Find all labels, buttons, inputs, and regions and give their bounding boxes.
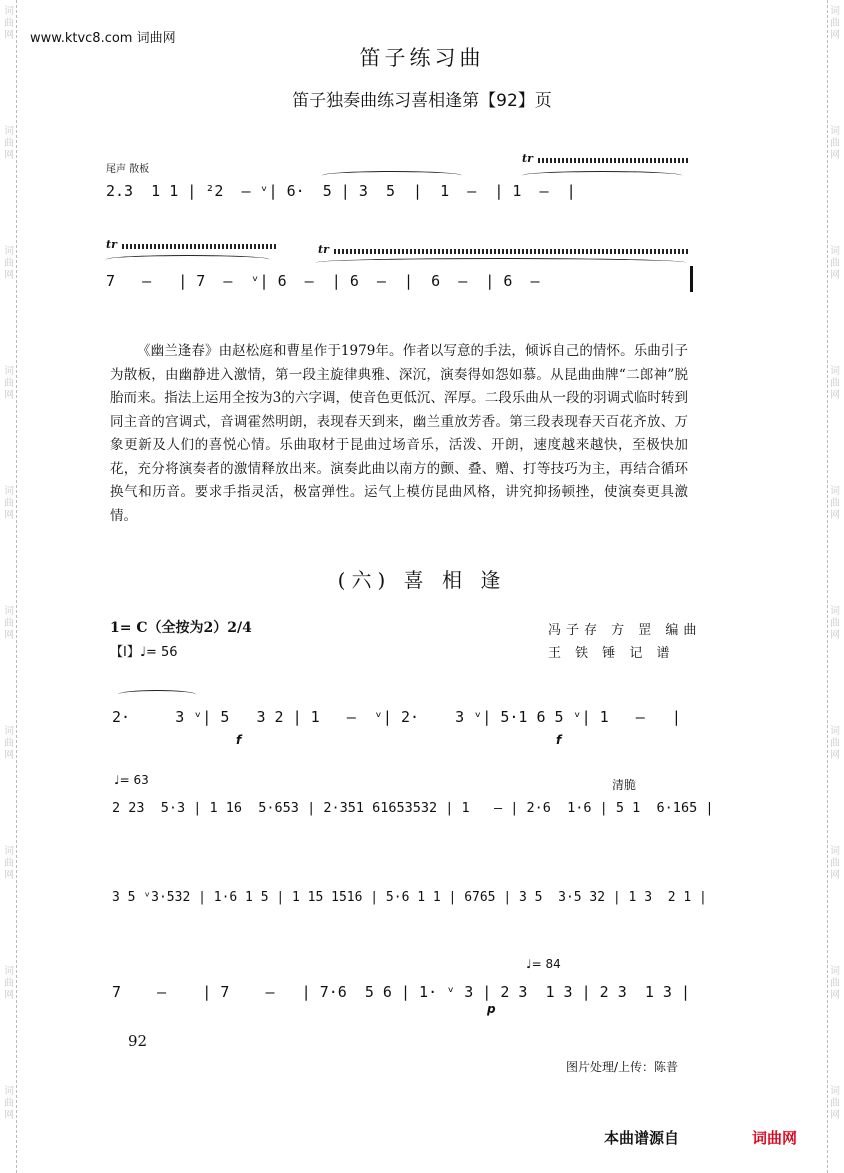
trill-wave (334, 249, 688, 254)
watermark-right: 词 曲 网 (830, 246, 840, 281)
footer-source-label: 本曲谱源自 (604, 1129, 680, 1147)
score2-line2: 2 23 5·3 | 1 16 5·653 | 2·351 61653532 | 1 – | 2·6 1·6 | 5 1 6·165 | (112, 800, 714, 816)
slur-arc (322, 171, 462, 180)
site-url[interactable]: www.ktvc8.com 词曲网 (30, 31, 176, 46)
key-signature: 1= C（全按为2）2/4 (110, 620, 252, 636)
page-title: 笛子练习曲 (359, 46, 485, 70)
dynamic-forte: f (556, 733, 562, 747)
watermark-left: 词 曲 网 (4, 246, 14, 281)
watermark-left: 词 曲 网 (4, 1086, 14, 1121)
watermark-left: 词 曲 网 (4, 606, 14, 641)
score-mark-sanban: 尾声 散板 (106, 164, 150, 175)
watermark-left: 词 曲 网 (4, 126, 14, 161)
slur-arc (522, 171, 682, 180)
watermark-left: 词 曲 网 (4, 486, 14, 521)
trill-wave (538, 158, 688, 163)
slur-arc (316, 258, 686, 267)
slur-arc (118, 690, 196, 699)
score2-line4: 7 – | 7 – | 7·6 5 6 | 1· ᵛ 3 | 2 3 1 3 | 2 3 1 3 | (112, 983, 690, 1001)
watermark-right: 词 曲 网 (830, 126, 840, 161)
section-title: (六) 喜 相 逢 (337, 568, 507, 592)
composer-credit: 冯子存 方 罡 编曲 (548, 623, 702, 638)
watermark-left: 词 曲 网 (4, 6, 14, 41)
dynamic-piano: p (487, 1002, 496, 1016)
footer-site-link[interactable]: 词曲网 (752, 1129, 798, 1147)
watermark-left: 词 曲 网 (4, 366, 14, 401)
watermark-right: 词 曲 网 (830, 6, 840, 41)
trill-mark: tr (318, 243, 329, 256)
score1-line2: 7 – | 7 – ᵛ| 6 – | 6 – | 6 – | 6 – (106, 272, 540, 290)
transcriber-credit: 王 铁 锤 记 谱 (548, 646, 675, 661)
watermark-right: 词 曲 网 (830, 606, 840, 641)
watermark-left: 词 曲 网 (4, 846, 14, 881)
score2-line1: 2· 3 ᵛ| 5 3 2 | 1 – ᵛ| 2· 3 ᵛ| 5·1 6 5 ᵛ| 1 – | (112, 708, 681, 726)
watermark-left: 词 曲 网 (4, 966, 14, 1001)
tempo-mark: 【I】♩= 56 (110, 645, 178, 660)
final-barline (690, 266, 693, 292)
trill-mark: tr (522, 152, 533, 165)
score2-line3: 3 5 ᵛ3·532 | 1·6 1 5 | 1 15 1516 | 5·6 1 1 | 6765 | 3 5 3·5 32 | 1 3 2 1 | (112, 890, 707, 905)
tempo-mark-63: ♩= 63 (114, 773, 149, 787)
watermark-right: 词 曲 网 (830, 726, 840, 761)
expression-qingcui: 清脆 (612, 778, 637, 792)
trill-mark: tr (106, 238, 117, 251)
watermark-right: 词 曲 网 (830, 966, 840, 1001)
watermark-right: 词 曲 网 (830, 486, 840, 521)
watermark-right: 词 曲 网 (830, 846, 840, 881)
score1-line1: 2.3 1 1 | ²2 – ᵛ| 6· 5 | 3 5 | 1 – | 1 – | (106, 182, 576, 200)
watermark-left: 词 曲 网 (4, 726, 14, 761)
tempo-mark-84: ♩= 84 (526, 957, 561, 971)
intro-paragraph: 《幽兰逢春》由赵松庭和曹星作于1979年。作者以写意的手法，倾诉自己的情怀。乐曲引子为散板，由幽静进入激情，第一段主旋律典雅、深沉，演奏得如怨如慕。从昆曲曲牌“二郎神”脱胎而来。指法上运用全按为3的六字调，使音色更低沉、浑厚。二段乐曲从一段的羽调式临时转到同主音的宫调式，音调霍然明朗，表现春天到来，幽兰重放芳香。第三段表现春天百花齐放、万象更新及人们的喜悦心情。乐曲取材于昆曲过场音乐，活泼、开朗，速度越来越快，至极快加花，充分将演奏者的激情释放出来。演奏此曲以南方的颤、叠、赠、打等技巧为主，再结合循环换气和历音。要求手指灵活，极富弹性。运气上模仿昆曲风格，讲究抑扬顿挫，使演奏更具激情。 (110, 343, 688, 524)
slur-arc (106, 255, 270, 264)
trill-wave (122, 244, 278, 249)
page-number: 92 (128, 1032, 148, 1050)
watermark-right: 词 曲 网 (830, 1086, 840, 1121)
dynamic-forte: f (236, 733, 242, 747)
watermark-right: 词 曲 网 (830, 366, 840, 401)
uploader-credit: 图片处理/上传：陈普 (566, 1060, 679, 1074)
page-subtitle: 笛子独奏曲练习喜相逢第【92】页 (292, 91, 552, 111)
